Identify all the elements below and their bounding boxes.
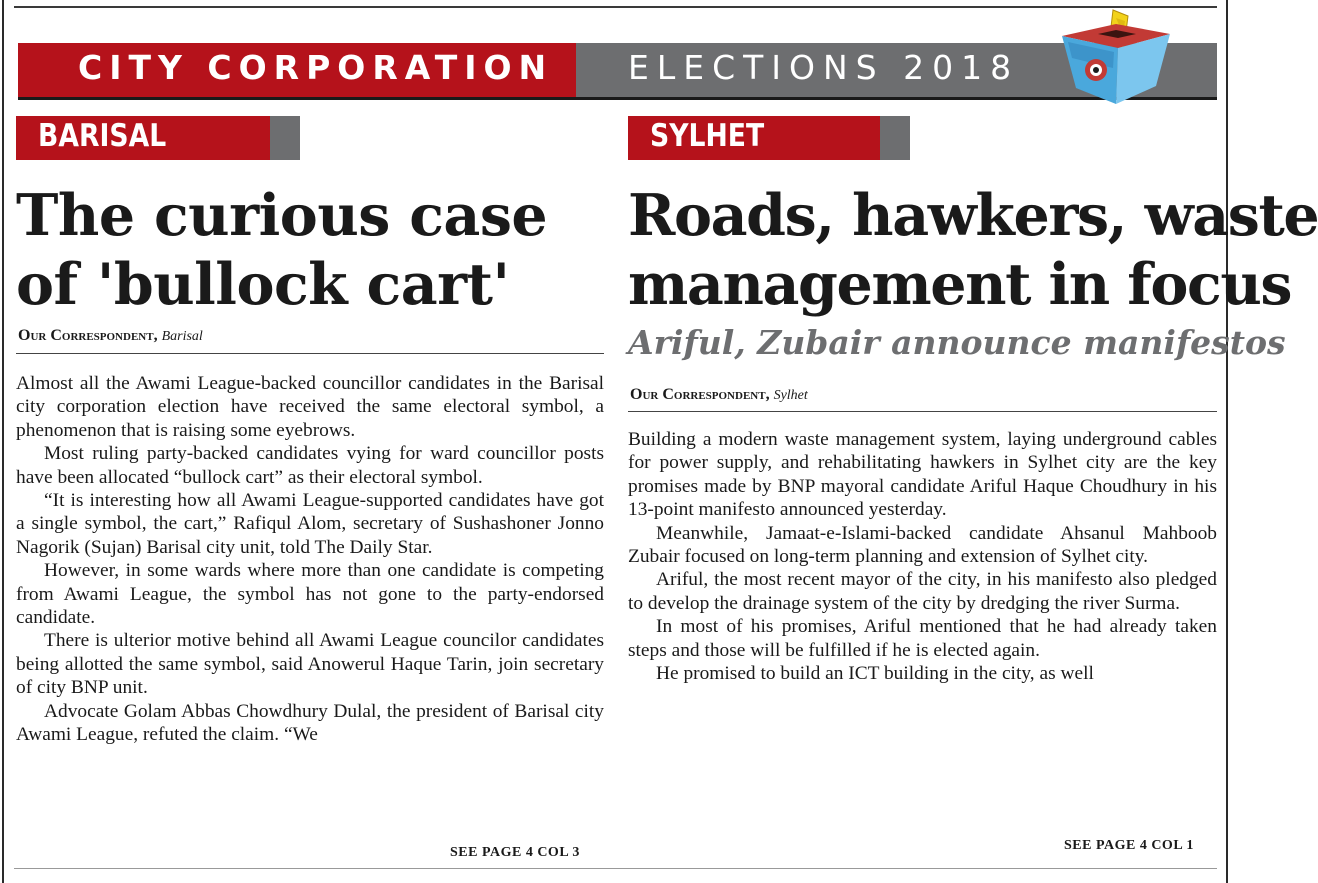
headline-line-1: The curious case: [16, 182, 548, 249]
headline-line-2: of 'bullock cart': [16, 251, 510, 318]
byline-rule: [628, 411, 1217, 412]
paragraph: Advocate Golam Abbas Chowdhury Dulal, the president of Barisal city Awami League, refuted the claim. “We: [16, 700, 604, 746]
byline-place: Sylhet: [773, 388, 808, 403]
ballot-box-icon: [1058, 8, 1174, 108]
section-tag-barisal: [16, 116, 300, 160]
section-tag-label: BARISAL: [38, 118, 167, 154]
headline-line-1: Roads, hawkers, waste: [628, 182, 1318, 249]
paragraph: However, in some wards where more than one candidate is competing from Awami League, the symbol has not gone to the party-endorsed candidate.: [16, 560, 604, 629]
byline-rule: [16, 353, 604, 354]
banner-section-title: CITY CORPORATION: [78, 48, 554, 87]
paragraph: “It is interesting how all Awami League-supported candidates have got a single symbol, the cart,” Rafiqul Alom, secretary of Sushashoner Jonno Nagorik (Sujan) Barisal city unit, told The Daily Star.: [16, 490, 604, 558]
paragraph: There is ulterior motive behind all Awami League councilor candidates being allotted the same symbol, said Anowerul Haque Tarin, join secretary of city BNP unit.: [16, 630, 604, 699]
article-body: [16, 372, 604, 747]
banner-underline: [18, 97, 1217, 100]
section-tag-sylhet: [628, 116, 910, 160]
paragraph: Meanwhile, Jamaat-e-Islami-backed candidate Ahsanul Mahboob Zubair focused on long-term planning and extension of Sylhet city.: [628, 522, 1217, 568]
subheadline: Ariful, Zubair announce manifestos: [628, 323, 1286, 362]
paragraph: He promised to build an ICT building in the city, as well: [656, 663, 1094, 685]
paragraph: Building a modern waste management system, laying underground cables for power supply, and rehabilitating hawkers in Sylhet city are the key promises made by BNP mayoral candidate Ariful Haque Choudhury in his 13-point manifesto announced yesterday.: [628, 429, 1217, 521]
section-tag-label: SYLHET: [650, 118, 765, 154]
page-edge-right: [1226, 0, 1228, 883]
banner-section-subtitle: ELECTIONS 2018: [628, 48, 1020, 87]
bottom-rule: [14, 868, 1217, 869]
top-rule: [14, 6, 1217, 8]
continued-reference: SEE PAGE 4 COL 3: [450, 845, 580, 860]
byline-author: Our Correspondent,: [630, 386, 770, 403]
byline: [630, 386, 808, 404]
paragraph: Ariful, the most recent mayor of the city, in his manifesto also pledged to develop the drainage system of the city by dredging the river Surma.: [628, 569, 1217, 614]
article-body: [628, 428, 1217, 685]
byline-place: Barisal: [161, 329, 203, 344]
paragraph: In most of his promises, Ariful mentioned that he had already taken steps and those will be fulfilled if he is elected again.: [628, 616, 1217, 661]
headline-line-2: management in focus: [628, 251, 1292, 318]
page-edge-left: [2, 0, 4, 883]
byline: [18, 327, 203, 345]
byline-author: Our Correspondent,: [18, 327, 158, 344]
paragraph: Almost all the Awami League-backed councillor candidates in the Barisal city corporation election have received the same electoral symbol, a phenomenon that is raising some eyebrows.: [16, 373, 604, 441]
continued-reference: SEE PAGE 4 COL 1: [1064, 838, 1194, 853]
paragraph: Most ruling party-backed candidates vying for ward councillor posts have been allocated “bullock cart” as their electoral symbol.: [16, 443, 604, 488]
